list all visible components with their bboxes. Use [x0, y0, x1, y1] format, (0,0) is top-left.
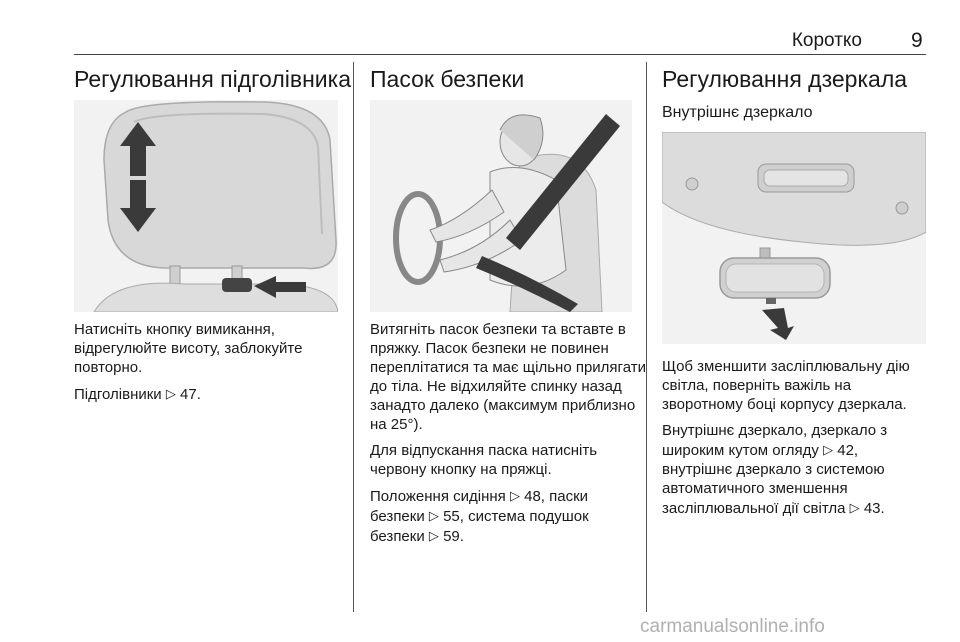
airbags-page[interactable]: 59.	[443, 528, 464, 545]
seatbelt-text	[370, 320, 646, 553]
section-heading-mirror: Регулювання дзеркала	[662, 66, 908, 92]
headrest-reference-label: Підголівники	[74, 386, 162, 403]
headrest-illustration	[74, 100, 338, 312]
subheading-interior-mirror: Внутрішнє дзеркало	[662, 104, 813, 121]
seatbelts-page[interactable]: 55, система подушок	[443, 508, 589, 525]
headrest-reference	[74, 384, 344, 404]
section-heading-headrest: Регулювання підголівника	[74, 66, 351, 92]
tilt-lever-arrow	[762, 308, 794, 340]
seat-position-page[interactable]: 48, паски	[524, 488, 589, 505]
mirror-text	[662, 357, 932, 525]
watermark-text: carmanualsonline.info	[640, 616, 825, 637]
seatbelt-release: Для відпускання паска натисніть червону кнопку на пряжці.	[370, 442, 598, 478]
mirror-instruction: Щоб зменшити засліплювальну дію світла, поверніть важіль на зворотному боці корпусу дзеркала.	[662, 358, 910, 413]
seatbelt-illustration	[370, 100, 632, 312]
mirror-ref-line-4: автоматичного зменшення	[662, 480, 848, 497]
seatbelts-label: безпеки	[370, 508, 425, 525]
auto-dimming-label: засліплювальної дії світла	[662, 500, 846, 517]
column-divider-1	[353, 62, 354, 612]
mirror-ref-line-1: Внутрішнє дзеркало, дзеркало з	[662, 422, 888, 439]
header-divider	[74, 54, 926, 55]
seatbelt-references	[370, 486, 646, 546]
seat-position-label: Положення сидіння	[370, 488, 506, 505]
auto-dimming-page[interactable]: 43.	[863, 500, 885, 517]
page-reference-icon: ▷	[165, 386, 176, 401]
interior-mirror-illustration	[662, 132, 926, 344]
page-reference-icon: ▷	[849, 500, 860, 515]
column-divider-2	[646, 62, 647, 612]
headrest-reference-page[interactable]: 47.	[180, 386, 201, 403]
seatbelt-instruction: Витягніть пасок безпеки та вставте в пряжку. Пасок безпеки не повинен переплітатися та має щільно прилягати до тіла. Не відхиляйте спинку назад занадто далеко (максимум приблизно на 25°).	[370, 321, 646, 433]
section-heading-seatbelt: Пасок безпеки	[370, 66, 525, 92]
mirror-references	[662, 421, 932, 518]
airbags-label: безпеки	[370, 528, 425, 545]
wide-angle-mirror-label: широким кутом огляду	[662, 442, 819, 459]
page-reference-icon: ▷	[509, 488, 520, 503]
running-header-title: Коротко	[791, 30, 862, 51]
wide-angle-mirror-page[interactable]: 42,	[837, 442, 859, 459]
page-number: 9	[911, 29, 923, 52]
page-reference-icon: ▷	[428, 508, 439, 523]
page-reference-icon: ▷	[428, 528, 439, 543]
headrest-instruction: Натисніть кнопку вимикання, відрегулюйте висоту, заблокуйте повторно.	[74, 321, 303, 376]
headrest-text	[74, 320, 344, 411]
mirror-ref-line-3: внутрішнє дзеркало з системою	[662, 461, 885, 478]
page-reference-icon: ▷	[823, 442, 834, 457]
